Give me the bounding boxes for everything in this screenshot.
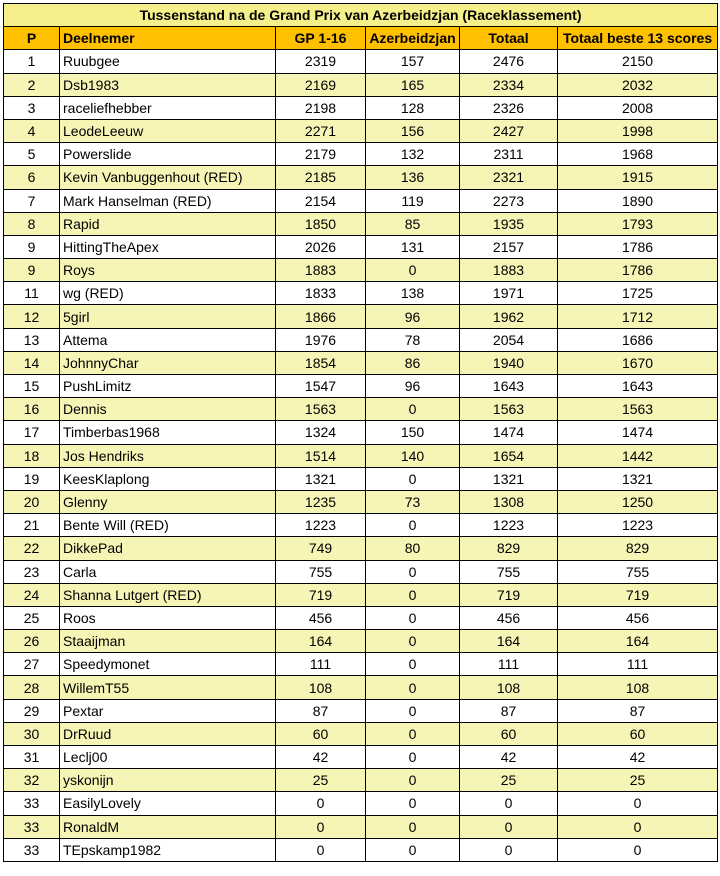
cell-total: 2326 <box>460 96 558 119</box>
cell-position: 8 <box>4 212 60 235</box>
table-row <box>4 699 718 722</box>
table-row <box>4 351 718 374</box>
table-row <box>4 769 718 792</box>
table-row <box>4 328 718 351</box>
table-row <box>4 444 718 467</box>
table-row <box>4 259 718 282</box>
cell-gp-1-16: 108 <box>276 676 366 699</box>
cell-gp-1-16: 1563 <box>276 398 366 421</box>
cell-participant: Carla <box>60 560 276 583</box>
cell-total: 829 <box>460 537 558 560</box>
cell-azerbaijan: 86 <box>366 351 460 374</box>
standings-table <box>3 3 718 862</box>
cell-position: 26 <box>4 630 60 653</box>
cell-participant: Kevin Vanbuggenhout (RED) <box>60 166 276 189</box>
cell-total: 60 <box>460 722 558 745</box>
cell-best-13: 719 <box>558 583 718 606</box>
cell-total: 1308 <box>460 490 558 513</box>
cell-total: 111 <box>460 653 558 676</box>
cell-participant: Pextar <box>60 699 276 722</box>
table-row <box>4 792 718 815</box>
cell-best-13: 1670 <box>558 351 718 374</box>
cell-best-13: 0 <box>558 815 718 838</box>
cell-gp-1-16: 1235 <box>276 490 366 513</box>
cell-position: 27 <box>4 653 60 676</box>
cell-azerbaijan: 96 <box>366 305 460 328</box>
cell-total: 1883 <box>460 259 558 282</box>
cell-azerbaijan: 0 <box>366 630 460 653</box>
table-row <box>4 73 718 96</box>
cell-best-13: 1712 <box>558 305 718 328</box>
cell-position: 4 <box>4 119 60 142</box>
table-row <box>4 375 718 398</box>
title-row <box>4 4 718 27</box>
cell-azerbaijan: 132 <box>366 143 460 166</box>
cell-gp-1-16: 2271 <box>276 119 366 142</box>
cell-gp-1-16: 1223 <box>276 514 366 537</box>
cell-participant: WillemT55 <box>60 676 276 699</box>
cell-gp-1-16: 1854 <box>276 351 366 374</box>
cell-gp-1-16: 1833 <box>276 282 366 305</box>
cell-position: 9 <box>4 235 60 258</box>
cell-position: 24 <box>4 583 60 606</box>
cell-best-13: 2008 <box>558 96 718 119</box>
cell-azerbaijan: 128 <box>366 96 460 119</box>
table-row <box>4 583 718 606</box>
cell-total: 1643 <box>460 375 558 398</box>
cell-gp-1-16: 1866 <box>276 305 366 328</box>
cell-position: 3 <box>4 96 60 119</box>
cell-azerbaijan: 0 <box>366 606 460 629</box>
cell-participant: Jos Hendriks <box>60 444 276 467</box>
cell-participant: Rapid <box>60 212 276 235</box>
cell-gp-1-16: 2185 <box>276 166 366 189</box>
cell-participant: Bente Will (RED) <box>60 514 276 537</box>
table-row <box>4 143 718 166</box>
cell-gp-1-16: 1321 <box>276 467 366 490</box>
cell-best-13: 1442 <box>558 444 718 467</box>
cell-total: 1971 <box>460 282 558 305</box>
cell-azerbaijan: 138 <box>366 282 460 305</box>
cell-gp-1-16: 2198 <box>276 96 366 119</box>
cell-total: 2476 <box>460 50 558 73</box>
cell-azerbaijan: 0 <box>366 583 460 606</box>
cell-participant: Shanna Lutgert (RED) <box>60 583 276 606</box>
cell-azerbaijan: 0 <box>366 676 460 699</box>
cell-gp-1-16: 164 <box>276 630 366 653</box>
table-row <box>4 537 718 560</box>
header-participant: Deelnemer <box>60 27 276 50</box>
table-row <box>4 398 718 421</box>
cell-best-13: 1223 <box>558 514 718 537</box>
cell-azerbaijan: 0 <box>366 769 460 792</box>
table-row <box>4 630 718 653</box>
cell-participant: LeodeLeeuw <box>60 119 276 142</box>
cell-best-13: 87 <box>558 699 718 722</box>
cell-gp-1-16: 2179 <box>276 143 366 166</box>
header-row <box>4 27 718 50</box>
cell-best-13: 0 <box>558 792 718 815</box>
cell-azerbaijan: 0 <box>366 398 460 421</box>
cell-best-13: 1250 <box>558 490 718 513</box>
cell-participant: Roys <box>60 259 276 282</box>
cell-position: 23 <box>4 560 60 583</box>
header-total: Totaal <box>460 27 558 50</box>
cell-participant: Powerslide <box>60 143 276 166</box>
cell-position: 33 <box>4 815 60 838</box>
cell-total: 0 <box>460 792 558 815</box>
cell-position: 21 <box>4 514 60 537</box>
cell-gp-1-16: 1514 <box>276 444 366 467</box>
cell-best-13: 164 <box>558 630 718 653</box>
cell-participant: Ruubgee <box>60 50 276 73</box>
cell-gp-1-16: 755 <box>276 560 366 583</box>
cell-total: 2427 <box>460 119 558 142</box>
cell-position: 32 <box>4 769 60 792</box>
cell-azerbaijan: 0 <box>366 746 460 769</box>
header-position: P <box>4 27 60 50</box>
cell-best-13: 1786 <box>558 259 718 282</box>
cell-best-13: 2032 <box>558 73 718 96</box>
cell-position: 30 <box>4 722 60 745</box>
cell-azerbaijan: 0 <box>366 838 460 861</box>
cell-azerbaijan: 0 <box>366 722 460 745</box>
cell-position: 11 <box>4 282 60 305</box>
cell-best-13: 1643 <box>558 375 718 398</box>
cell-best-13: 108 <box>558 676 718 699</box>
cell-best-13: 1968 <box>558 143 718 166</box>
table-row <box>4 815 718 838</box>
cell-best-13: 1474 <box>558 421 718 444</box>
cell-total: 0 <box>460 815 558 838</box>
cell-best-13: 0 <box>558 838 718 861</box>
cell-participant: Mark Hanselman (RED) <box>60 189 276 212</box>
table-body <box>4 50 718 862</box>
cell-gp-1-16: 111 <box>276 653 366 676</box>
cell-gp-1-16: 2154 <box>276 189 366 212</box>
cell-participant: HittingTheApex <box>60 235 276 258</box>
cell-position: 6 <box>4 166 60 189</box>
table-row <box>4 189 718 212</box>
header-gp-1-16: GP 1-16 <box>276 27 366 50</box>
cell-best-13: 1915 <box>558 166 718 189</box>
cell-best-13: 829 <box>558 537 718 560</box>
cell-best-13: 1563 <box>558 398 718 421</box>
cell-best-13: 1725 <box>558 282 718 305</box>
cell-azerbaijan: 0 <box>366 259 460 282</box>
cell-best-13: 1998 <box>558 119 718 142</box>
table-row <box>4 305 718 328</box>
cell-position: 16 <box>4 398 60 421</box>
cell-azerbaijan: 119 <box>366 189 460 212</box>
cell-best-13: 1686 <box>558 328 718 351</box>
cell-position: 20 <box>4 490 60 513</box>
cell-gp-1-16: 456 <box>276 606 366 629</box>
cell-best-13: 42 <box>558 746 718 769</box>
table-row <box>4 676 718 699</box>
cell-position: 7 <box>4 189 60 212</box>
cell-total: 108 <box>460 676 558 699</box>
cell-participant: raceliefhebber <box>60 96 276 119</box>
table-row <box>4 514 718 537</box>
cell-participant: Dennis <box>60 398 276 421</box>
cell-azerbaijan: 73 <box>366 490 460 513</box>
cell-total: 2321 <box>460 166 558 189</box>
cell-gp-1-16: 2169 <box>276 73 366 96</box>
table-row <box>4 212 718 235</box>
table-row <box>4 560 718 583</box>
cell-best-13: 25 <box>558 769 718 792</box>
cell-participant: TEpskamp1982 <box>60 838 276 861</box>
cell-total: 42 <box>460 746 558 769</box>
table-row <box>4 119 718 142</box>
cell-azerbaijan: 80 <box>366 537 460 560</box>
cell-azerbaijan: 156 <box>366 119 460 142</box>
cell-total: 1474 <box>460 421 558 444</box>
cell-total: 164 <box>460 630 558 653</box>
cell-total: 25 <box>460 769 558 792</box>
cell-azerbaijan: 0 <box>366 699 460 722</box>
cell-best-13: 1786 <box>558 235 718 258</box>
cell-total: 1962 <box>460 305 558 328</box>
cell-position: 14 <box>4 351 60 374</box>
cell-position: 22 <box>4 537 60 560</box>
cell-gp-1-16: 0 <box>276 815 366 838</box>
cell-gp-1-16: 1883 <box>276 259 366 282</box>
cell-azerbaijan: 131 <box>366 235 460 258</box>
cell-gp-1-16: 749 <box>276 537 366 560</box>
table-row <box>4 722 718 745</box>
cell-total: 2273 <box>460 189 558 212</box>
cell-gp-1-16: 1850 <box>276 212 366 235</box>
cell-total: 456 <box>460 606 558 629</box>
cell-gp-1-16: 2319 <box>276 50 366 73</box>
cell-participant: Glenny <box>60 490 276 513</box>
cell-participant: Roos <box>60 606 276 629</box>
table-row <box>4 166 718 189</box>
cell-total: 2157 <box>460 235 558 258</box>
cell-position: 28 <box>4 676 60 699</box>
cell-participant: DrRuud <box>60 722 276 745</box>
cell-gp-1-16: 719 <box>276 583 366 606</box>
table-row <box>4 467 718 490</box>
cell-position: 31 <box>4 746 60 769</box>
cell-gp-1-16: 87 <box>276 699 366 722</box>
table-row <box>4 96 718 119</box>
cell-best-13: 60 <box>558 722 718 745</box>
cell-gp-1-16: 1324 <box>276 421 366 444</box>
cell-participant: yskonijn <box>60 769 276 792</box>
cell-position: 2 <box>4 73 60 96</box>
table-row <box>4 653 718 676</box>
cell-azerbaijan: 157 <box>366 50 460 73</box>
cell-position: 18 <box>4 444 60 467</box>
table-row <box>4 746 718 769</box>
cell-azerbaijan: 165 <box>366 73 460 96</box>
cell-participant: PushLimitz <box>60 375 276 398</box>
cell-total: 2311 <box>460 143 558 166</box>
cell-azerbaijan: 136 <box>366 166 460 189</box>
cell-total: 1563 <box>460 398 558 421</box>
cell-position: 5 <box>4 143 60 166</box>
cell-gp-1-16: 1976 <box>276 328 366 351</box>
cell-participant: EasilyLovely <box>60 792 276 815</box>
cell-participant: DikkePad <box>60 537 276 560</box>
cell-participant: Leclj00 <box>60 746 276 769</box>
cell-position: 13 <box>4 328 60 351</box>
cell-total: 719 <box>460 583 558 606</box>
cell-azerbaijan: 140 <box>366 444 460 467</box>
cell-position: 25 <box>4 606 60 629</box>
header-azerbaijan: Azerbeidzjan <box>366 27 460 50</box>
cell-position: 33 <box>4 838 60 861</box>
cell-position: 12 <box>4 305 60 328</box>
cell-total: 2054 <box>460 328 558 351</box>
cell-position: 9 <box>4 259 60 282</box>
cell-total: 87 <box>460 699 558 722</box>
cell-total: 2334 <box>460 73 558 96</box>
cell-best-13: 755 <box>558 560 718 583</box>
table-row <box>4 50 718 73</box>
cell-participant: Timberbas1968 <box>60 421 276 444</box>
cell-participant: Speedymonet <box>60 653 276 676</box>
table-row <box>4 490 718 513</box>
cell-azerbaijan: 0 <box>366 514 460 537</box>
cell-participant: Attema <box>60 328 276 351</box>
cell-total: 0 <box>460 838 558 861</box>
cell-azerbaijan: 0 <box>366 653 460 676</box>
table-row <box>4 838 718 861</box>
cell-position: 29 <box>4 699 60 722</box>
table-row <box>4 282 718 305</box>
cell-position: 1 <box>4 50 60 73</box>
cell-gp-1-16: 42 <box>276 746 366 769</box>
cell-total: 1654 <box>460 444 558 467</box>
cell-gp-1-16: 0 <box>276 792 366 815</box>
cell-azerbaijan: 0 <box>366 560 460 583</box>
table-row <box>4 421 718 444</box>
cell-position: 17 <box>4 421 60 444</box>
cell-best-13: 1890 <box>558 189 718 212</box>
cell-azerbaijan: 150 <box>366 421 460 444</box>
cell-total: 1321 <box>460 467 558 490</box>
cell-azerbaijan: 0 <box>366 792 460 815</box>
header-best-13: Totaal beste 13 scores <box>558 27 718 50</box>
table-title: Tussenstand na de Grand Prix van Azerbeidzjan (Raceklassement) <box>4 4 718 27</box>
cell-best-13: 456 <box>558 606 718 629</box>
cell-azerbaijan: 85 <box>366 212 460 235</box>
cell-participant: 5girl <box>60 305 276 328</box>
cell-participant: Staaijman <box>60 630 276 653</box>
cell-total: 755 <box>460 560 558 583</box>
cell-azerbaijan: 78 <box>366 328 460 351</box>
cell-best-13: 1321 <box>558 467 718 490</box>
cell-participant: wg (RED) <box>60 282 276 305</box>
cell-position: 33 <box>4 792 60 815</box>
cell-best-13: 111 <box>558 653 718 676</box>
cell-participant: RonaldM <box>60 815 276 838</box>
cell-participant: KeesKlaplong <box>60 467 276 490</box>
cell-gp-1-16: 1547 <box>276 375 366 398</box>
table-row <box>4 606 718 629</box>
cell-azerbaijan: 0 <box>366 467 460 490</box>
cell-best-13: 1793 <box>558 212 718 235</box>
cell-participant: JohnnyChar <box>60 351 276 374</box>
table-row <box>4 235 718 258</box>
standings-sheet <box>3 3 717 862</box>
cell-participant: Dsb1983 <box>60 73 276 96</box>
cell-position: 19 <box>4 467 60 490</box>
cell-azerbaijan: 96 <box>366 375 460 398</box>
cell-position: 15 <box>4 375 60 398</box>
cell-total: 1940 <box>460 351 558 374</box>
cell-gp-1-16: 0 <box>276 838 366 861</box>
cell-best-13: 2150 <box>558 50 718 73</box>
cell-azerbaijan: 0 <box>366 815 460 838</box>
cell-gp-1-16: 25 <box>276 769 366 792</box>
cell-total: 1223 <box>460 514 558 537</box>
cell-gp-1-16: 2026 <box>276 235 366 258</box>
cell-gp-1-16: 60 <box>276 722 366 745</box>
cell-total: 1935 <box>460 212 558 235</box>
